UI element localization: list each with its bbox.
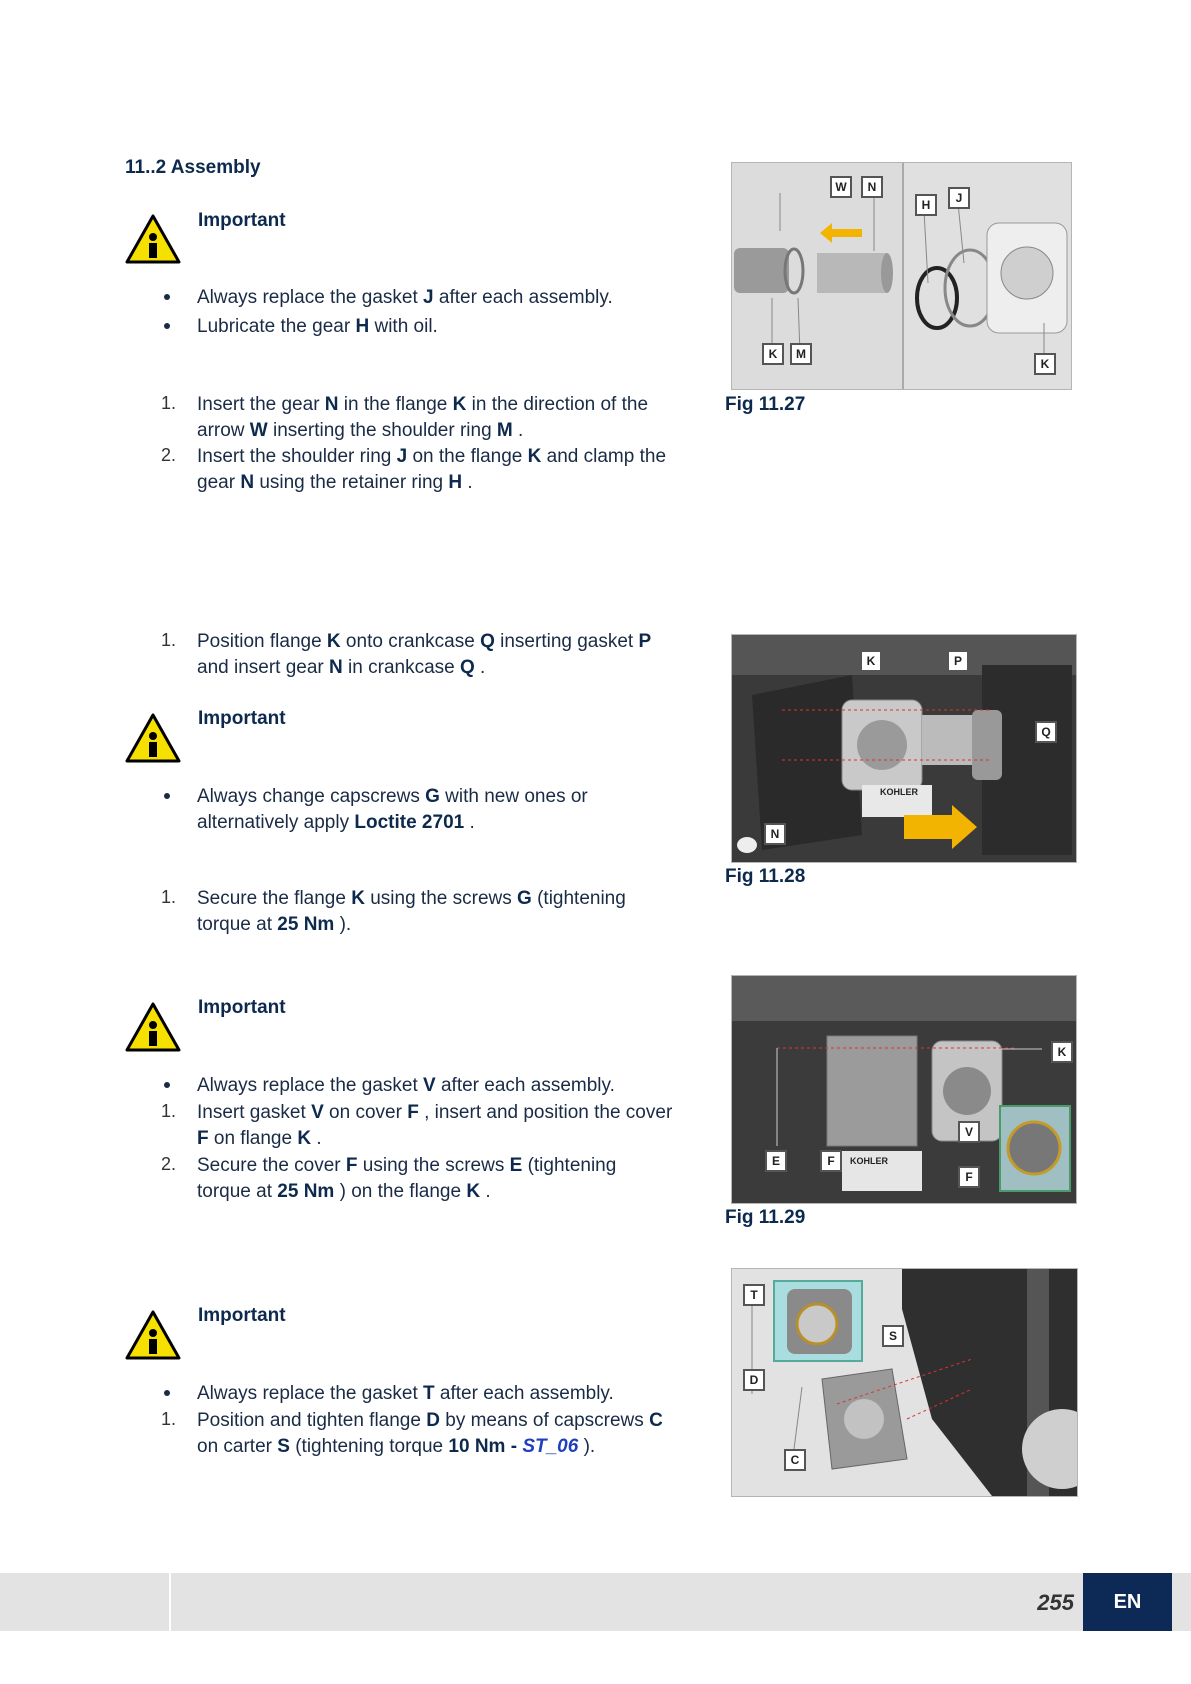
figure-11-28	[731, 634, 1077, 863]
label-s: S	[882, 1325, 904, 1347]
step-text: Position flange K onto crankcase Q inserting gasket P and insert gear N in crankcase Q .	[197, 631, 652, 678]
section-title: 11..2 Assembly	[125, 157, 261, 178]
kohler-logo: KOHLER	[850, 1156, 888, 1166]
label-k: K	[860, 650, 882, 672]
bullet-dot	[164, 323, 170, 329]
warning-info-icon	[124, 1309, 182, 1361]
list-item: Always replace the gasket V after each assembly.	[197, 1075, 615, 1096]
important-heading: Important	[198, 1305, 286, 1326]
label-m: M	[790, 343, 812, 365]
figure-flange-d	[731, 1268, 1078, 1497]
important-heading: Important	[198, 708, 286, 729]
warning-info-icon	[124, 712, 182, 764]
page-number: 255	[1037, 1590, 1074, 1615]
label-f: F	[958, 1166, 980, 1188]
important-heading: Important	[198, 997, 286, 1018]
bullet-dot	[164, 294, 170, 300]
label-v: V	[958, 1121, 980, 1143]
figure-caption: Fig 11.28	[725, 866, 806, 887]
step-text: Insert gasket V on cover F , insert and position the cover F on flange K .	[197, 1102, 673, 1149]
list-item: Lubricate the gear H with oil.	[197, 316, 438, 337]
warning-info-icon	[124, 1001, 182, 1053]
step-text: Insert the gear N in the flange K in the direction of the arrow W inserting the shoulder ring M .	[197, 394, 649, 441]
figure-11-29	[731, 975, 1077, 1204]
label-n: N	[861, 176, 883, 198]
footer-divider	[169, 1573, 171, 1631]
label-k: K	[1051, 1041, 1073, 1063]
language-badge: EN	[1083, 1573, 1172, 1631]
step-number: 1.	[161, 1101, 177, 1121]
st06-link[interactable]: ST_06	[522, 1436, 579, 1457]
warning-info-icon	[124, 213, 182, 265]
figure-caption: Fig 11.29	[725, 1207, 806, 1228]
step-number: 1.	[161, 887, 177, 907]
list-item: Always change capscrews G with new ones or alternatively apply Loctite 2701 .	[197, 786, 588, 833]
step-number: 2.	[161, 1154, 177, 1174]
bullet-dot	[164, 1082, 170, 1088]
step-number: 1.	[161, 393, 177, 413]
label-j: J	[948, 187, 970, 209]
figure-11-27	[731, 162, 1072, 390]
step-text: Secure the flange K using the screws G (tightening torque at 25 Nm ).	[197, 888, 626, 935]
label-h: H	[915, 194, 937, 216]
important-heading: Important	[198, 210, 286, 231]
label-k: K	[762, 343, 784, 365]
label-c: C	[784, 1449, 806, 1471]
kohler-logo: KOHLER	[880, 787, 918, 797]
step-number: 1.	[161, 1409, 177, 1429]
step-text: Secure the cover F using the screws E (tightening torque at 25 Nm ) on the flange K .	[197, 1155, 617, 1202]
bullet-dot	[164, 793, 170, 799]
label-d: D	[743, 1369, 765, 1391]
label-f: F	[820, 1150, 842, 1172]
step-number: 1.	[161, 630, 177, 650]
list-item: Always replace the gasket T after each assembly.	[197, 1383, 614, 1404]
label-k: K	[1034, 353, 1056, 375]
label-q: Q	[1035, 721, 1057, 743]
step-text: Position and tighten flange D by means of capscrews C on carter S (tightening torque 10 Nm - ST_06 ).	[197, 1410, 663, 1457]
label-w: W	[830, 176, 852, 198]
label-t: T	[743, 1284, 765, 1306]
figure-caption: Fig 11.27	[725, 394, 806, 415]
step-number: 2.	[161, 445, 177, 465]
label-e: E	[765, 1150, 787, 1172]
label-p: P	[947, 650, 969, 672]
list-item: Always replace the gasket J after each assembly.	[197, 287, 613, 308]
step-text: Insert the shoulder ring J on the flange K and clamp the gear N using the retainer ring H .	[197, 446, 667, 493]
bullet-dot	[164, 1390, 170, 1396]
label-n: N	[764, 823, 786, 845]
